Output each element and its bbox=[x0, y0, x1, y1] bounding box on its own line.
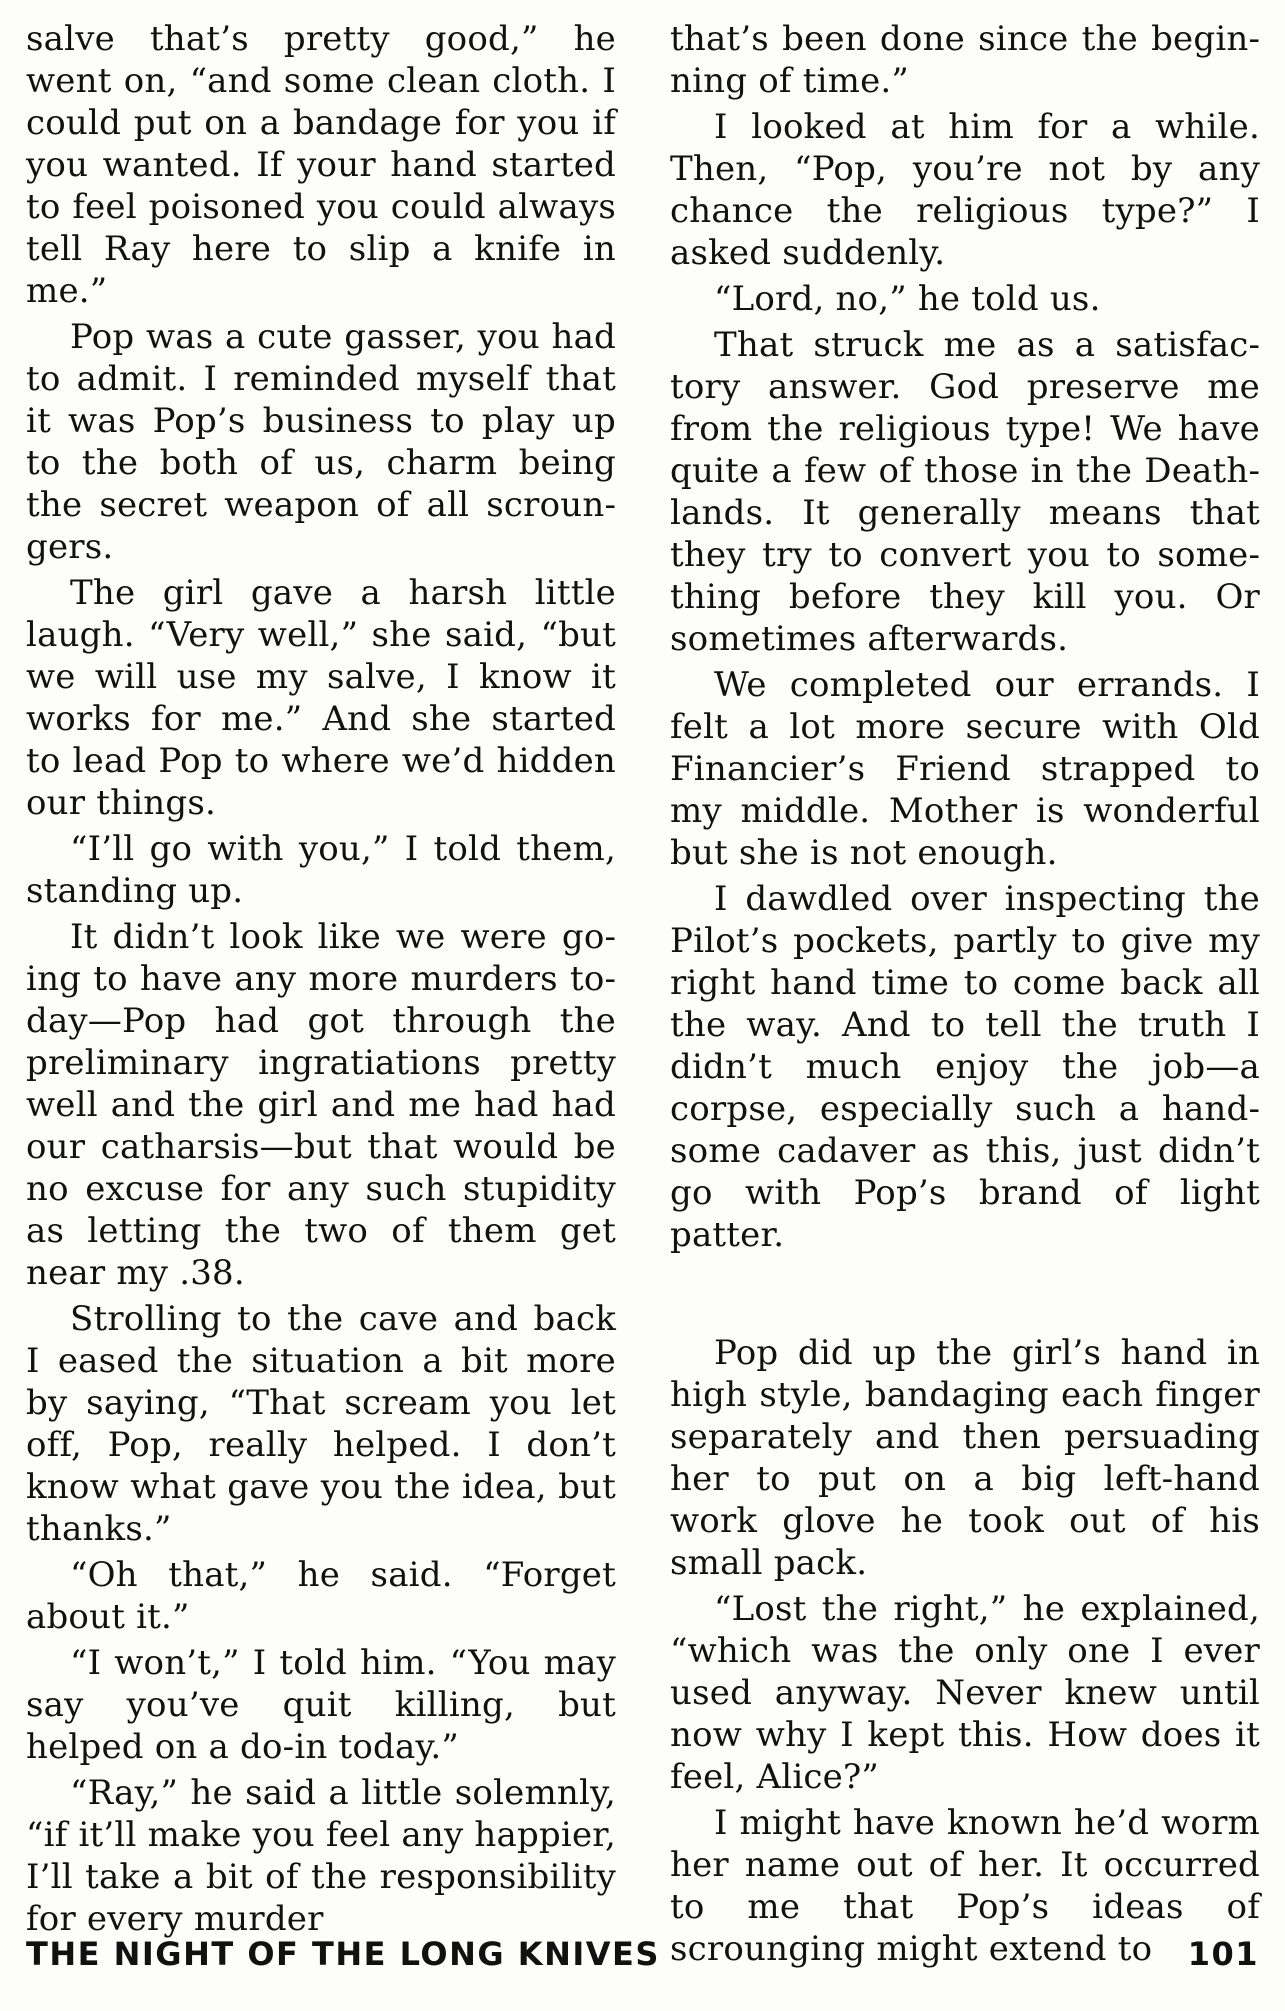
running-title: THE NIGHT OF THE LONG KNIVES bbox=[26, 1935, 660, 1973]
paragraph: “Lost the right,” he explained, “which was the only one I ever used anyway. Never knew until now why I kept this. How does it feel, Alice?” bbox=[670, 1589, 1260, 1797]
paragraph: We completed our errands. I felt a lot more secure with Old Financier’s Friend strapped to my middle. Mother is wonderful but she is not enough. bbox=[670, 665, 1260, 873]
paragraph: I looked at him for a while. Then, “Pop, you’re not by any chance the religious type?” I asked suddenly. bbox=[670, 107, 1260, 273]
paragraph: It didn’t look like we were going to have any more murders today—Pop had got through the preliminary ingratiations pretty well and the girl and me had had our catharsis—but that would be no excuse for any such stupidity as letting the two of them get near my .38. bbox=[26, 917, 616, 1293]
left-text-column bbox=[26, 18, 616, 1944]
paragraph: I might have known he’d worm her name out of her. It occurred to me that Pop’s ideas of scrounging might extend to bbox=[670, 1803, 1260, 1969]
paragraph: That struck me as a satisfactory answer. God preserve me from the religious type! We have quite a few of those in the Deathlands. It generally means that they try to convert you to something before they kill you. Or sometimes afterwards. bbox=[670, 325, 1260, 659]
paragraph: Strolling to the cave and back I eased the situation a bit more by saying, “That scream you let off, Pop, really helped. I don’t know what gave you the idea, but thanks.” bbox=[26, 1299, 616, 1549]
page-number: 101 bbox=[1187, 1935, 1259, 1973]
page-footer bbox=[26, 1935, 1259, 1985]
paragraph: The girl gave a harsh little laugh. “Very well,” she said, “but we will use my salve, I know it works for me.” And she started to lead Pop to where we’d hidden our things. bbox=[26, 573, 616, 823]
paragraph: Pop was a cute gasser, you had to admit. I reminded myself that it was Pop’s business to play up to the both of us, charm being the secret weapon of all scroungers. bbox=[26, 317, 616, 567]
paragraph: “I’ll go with you,” I told them, standing up. bbox=[26, 829, 616, 911]
paragraph: “Lord, no,” he told us. bbox=[714, 279, 1101, 319]
paragraph: “I won’t,” I told him. “You may say you’ve quit killing, but helped on a do-in today.” bbox=[26, 1643, 616, 1767]
section-break bbox=[670, 1260, 1260, 1332]
paragraph: “Oh that,” he said. “Forget about it.” bbox=[26, 1555, 616, 1637]
paragraph: that’s been done since the beginning of time.” bbox=[670, 19, 1260, 101]
paragraph: I dawdled over inspecting the Pilot’s pockets, partly to give my right hand time to come back all the way. And to tell the truth I didn’t much enjoy the job—a corpse, especially such a handsome cadaver as this, just didn’t go with Pop’s brand of light patter. bbox=[670, 879, 1260, 1255]
right-text-column bbox=[670, 18, 1260, 1974]
paragraph: Pop did up the girl’s hand in high style, bandaging each finger separately and then persuading her to put on a big left-hand work glove he took out of his small pack. bbox=[670, 1333, 1260, 1583]
paragraph: “Ray,” he said a little solemnly, “if it’ll make you feel any happier, I’ll take a bit of the responsibility for every murder bbox=[26, 1773, 616, 1939]
paragraph: salve that’s pretty good,” he went on, “and some clean cloth. I could put on a bandage for you if you wanted. If your hand started to feel poisoned you could always tell Ray here to slip a knife in me.” bbox=[26, 19, 616, 311]
